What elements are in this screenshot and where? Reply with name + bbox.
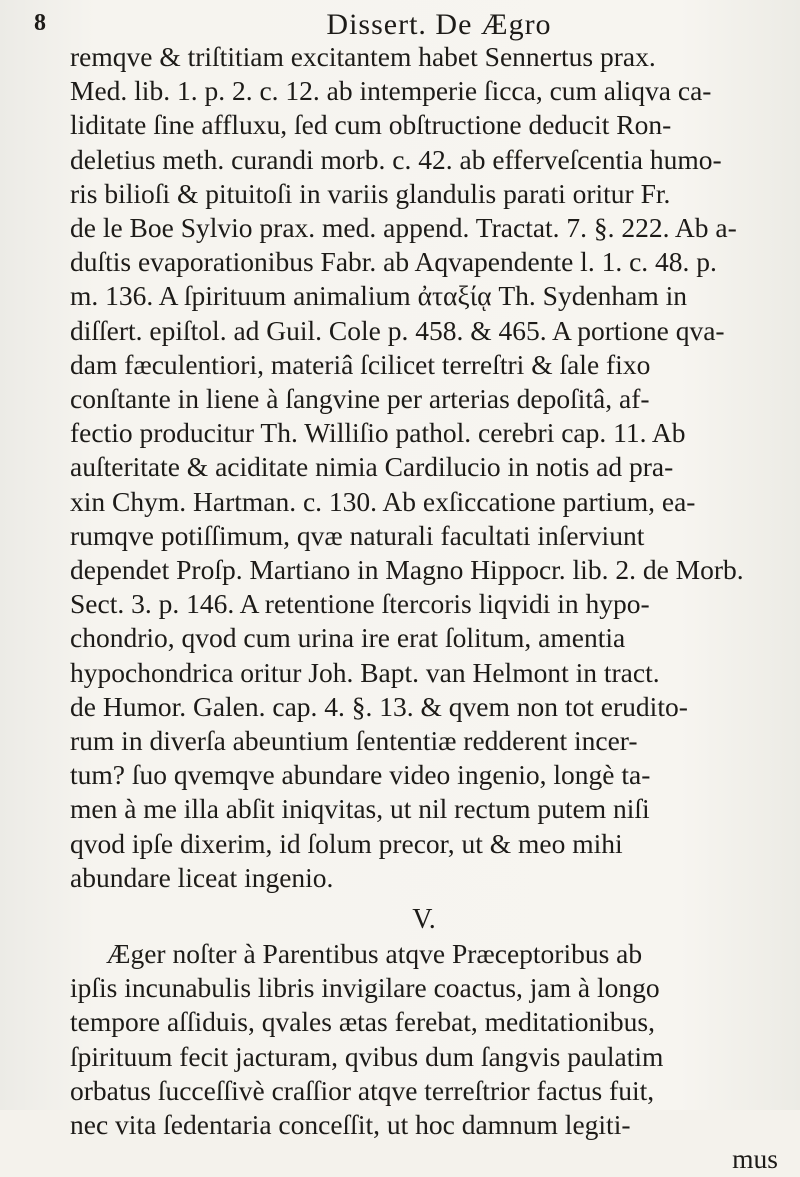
- text-line: dependet Proſp. Martiano in Magno Hippocr. lib. 2. de Morb.: [70, 554, 744, 586]
- page-number: 8: [34, 10, 47, 36]
- text-line: fectio producitur Th. Williſio pathol. cerebri cap. 11. Ab: [70, 417, 686, 449]
- paragraph-2: [70, 937, 778, 1176]
- text-line: de Humor. Galen. cap. 4. §. 13. & qvem non tot erudito-: [70, 690, 688, 722]
- section-number: V.: [412, 904, 436, 936]
- text-line: tempore aſſiduis, qvales ætas ferebat, meditationibus,: [70, 1006, 655, 1038]
- text-line: abundare liceat ingenio.: [70, 861, 334, 893]
- text-line: deletius meth. curandi morb. c. 42. ab efferveſcentia humo-: [70, 143, 722, 175]
- text-line: m. 136. A ſpirituum animalium ἀταξίᾳ Th. Sydenham in: [70, 280, 688, 312]
- text-line: auſteritate & aciditate nimia Cardilucio in notis ad pra-: [70, 451, 674, 483]
- text-line: chondrio, qvod cum urina ire erat ſolitum, amentia: [70, 622, 626, 654]
- text-line: Sect. 3. p. 146. A retentione ſtercoris liqvidi in hypo-: [70, 588, 650, 620]
- running-title: Dissert. De Ægro: [326, 8, 552, 41]
- page-body: [70, 40, 778, 1177]
- text-line: remqve & triſtitiam excitantem habet Sennertus prax.: [70, 41, 656, 72]
- text-line: hypochondrica oritur Joh. Bapt. van Helmont in tract.: [70, 656, 660, 688]
- text-line: conſtante in liene à ſangvine per arterias depoſitâ, af-: [70, 383, 650, 415]
- text-line: rum in diverſa abeuntium ſententiæ redderent incer-: [70, 725, 638, 757]
- text-line: xin Chym. Hartman. c. 130. Ab exſiccatione partium, ea-: [70, 485, 696, 517]
- text-line: duſtis evaporationibus Fabr. ab Aqvapendente l. 1. c. 48. p.: [70, 246, 717, 278]
- text-line: liditate ſine affluxu, ſed cum obſtructione deducit Ron-: [70, 109, 672, 141]
- text-line: nec vita ſedentaria conceſſit, ut hoc damnum legiti-: [70, 1109, 631, 1141]
- page-header: [34, 8, 778, 41]
- text-line: ſpirituum fecit jacturam, qvibus dum ſangvis paulatim: [70, 1040, 664, 1072]
- text-line: Med. lib. 1. p. 2. c. 12. ab intemperie ſicca, cum aliqva ca-: [70, 75, 712, 107]
- text-line: ris bilioſi & pituitoſi in variis glandulis parati oritur Fr.: [70, 177, 671, 209]
- text-line: ipſis incunabulis libris invigilare coactus, jam à longo: [70, 972, 660, 1004]
- text-line: rumqve potiſſimum, qvæ naturali facultati inſerviunt: [70, 519, 645, 551]
- text-line: tum? ſuo qvemqve abundare video ingenio, longè ta-: [70, 759, 651, 791]
- text-line: de le Boe Sylvio prax. med. append. Tractat. 7. §. 222. Ab a-: [70, 212, 737, 244]
- text-line: qvod ipſe dixerim, id ſolum precor, ut & meo mihi: [70, 827, 623, 859]
- paragraph-1: [70, 40, 778, 895]
- text-line: dam fæculentiori, materiâ ſcilicet terreſtri & ſale fixo: [70, 348, 651, 380]
- text-line: men à me illa abſit iniqvitas, ut nil rectum putem niſi: [70, 793, 650, 825]
- text-line: diſſert. epiſtol. ad Guil. Cole p. 458. & 465. A portione qva-: [70, 314, 725, 346]
- text-line: Æger noſter à Parentibus atqve Præceptoribus ab: [106, 938, 643, 970]
- text-line: orbatus ſucceſſivè craſſior atqve terreſtrior factus fuit,: [70, 1074, 655, 1106]
- text-line: mus: [732, 1143, 778, 1175]
